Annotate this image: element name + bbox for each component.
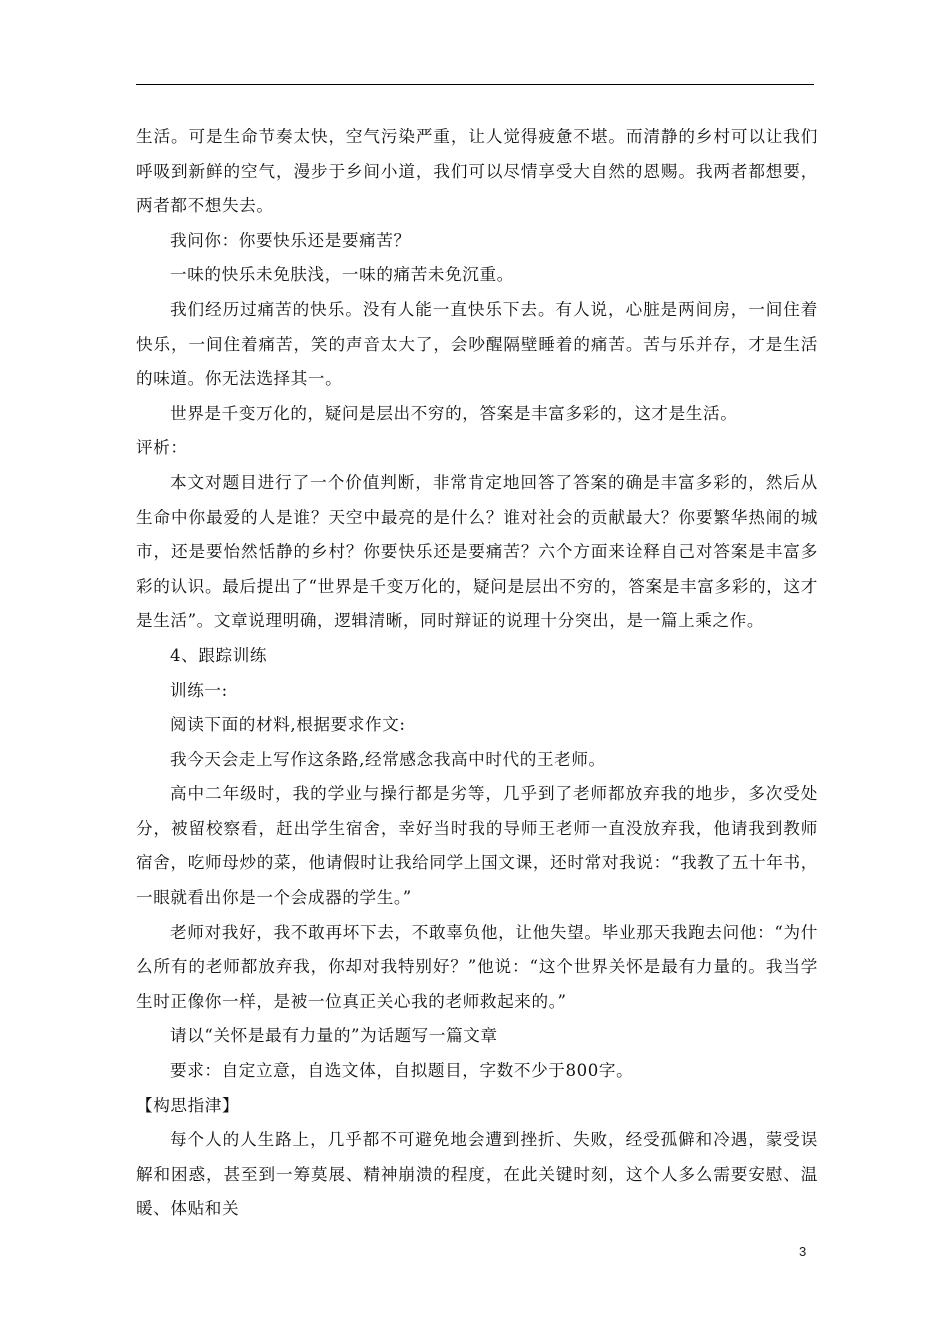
paragraph: 我今天会走上写作这条路,经常感念我高中时代的王老师。 [170, 749, 606, 769]
paragraph: 我们经历过痛苦的快乐。没有人能一直快乐下去。有人说，心脏是两间房，一间住着快乐，一间住着痛苦，笑的声音太大了，会吵醒隔壁睡着的痛苦。苦与乐并存，才是生活的味道。你无法选择其一。 [136, 299, 818, 389]
page-number: 3 [799, 1244, 807, 1259]
header-rule [136, 84, 814, 85]
paragraph: 生活。可是生命节奏太快，空气污染严重，让人觉得疲惫不堪。而清静的乡村可以让我们呼吸到新鲜的空气，漫步于乡间小道，我们可以尽情享受大自然的恩赐。我两者都想要，两者都不想失去。 [136, 127, 818, 216]
paragraph: 每个人的人生路上，几乎都不可避免地会遭到挫折、失败，经受孤僻和冷遇，蒙受误解和困惑，甚至到一筹莫展、精神崩溃的程度，在此关键时刻，这个人多么需要安慰、温暖、体贴和关 [136, 1130, 818, 1219]
paragraph: 高中二年级时，我的学业与操行都是劣等，几乎到了老师都放弃我的地步，多次受处分，被留校察看，赶出学生宿舍，幸好当时我的导师王老师一直没放弃我，他请我到教师宿舍，吃师母炒的菜，他请假时让我给同学上国文课，还时常对我说：“我教了五十年书，一眼就看出你是一个会成器的学生。” [136, 784, 818, 908]
paragraph: 请以“关怀是最有力量的”为话题写一篇文章 [170, 1026, 498, 1046]
paragraph: 要求：自定立意，自选文体，自拟题目，字数不少于800字。 [170, 1061, 634, 1081]
paragraph: 我问你：你要快乐还是要痛苦？ [170, 230, 411, 250]
document-body [136, 120, 818, 1227]
section-label: 【构思指津】 [136, 1095, 240, 1115]
paragraph: 世界是千变万化的，疑问是层出不穷的，答案是丰富多彩的，这才是生活。 [170, 403, 738, 423]
subheading: 训练一: [170, 680, 228, 700]
section-heading: 4、跟踪训练 [170, 645, 268, 665]
paragraph: 阅读下面的材料,根据要求作文: [170, 715, 406, 735]
paragraph: 一味的快乐未免肤浅，一味的痛苦未免沉重。 [170, 265, 514, 285]
paragraph: 老师对我好，我不敢再坏下去，不敢辜负他，让他失望。毕业那天我跑去问他：“为什么所有的老师都放弃我，你却对我特别好？”他说：“这个世界关怀是最有力量的。我当学生时正像你一样，是被一位真正关心我的老师救起来的。” [136, 922, 818, 1011]
paragraph: 本文对题目进行了一个价值判断，非常肯定地回答了答案的确是丰富多彩的，然后从生命中你最爱的人是谁？天空中最亮的是什么？谁对社会的贡献最大？你要繁华热闹的城市，还是要怡然恬静的乡村？你要快乐还是要痛苦？六个方面来诠释自己对答案是丰富多彩的认识。最后提出了“世界是千变万化的，疑问是层出不穷的，答案是丰富多彩的，这才是生活”。文章说理明确，逻辑清晰，同时辩证的说理十分突出，是一篇上乘之作。 [136, 472, 818, 631]
section-label: 评析： [136, 438, 188, 458]
